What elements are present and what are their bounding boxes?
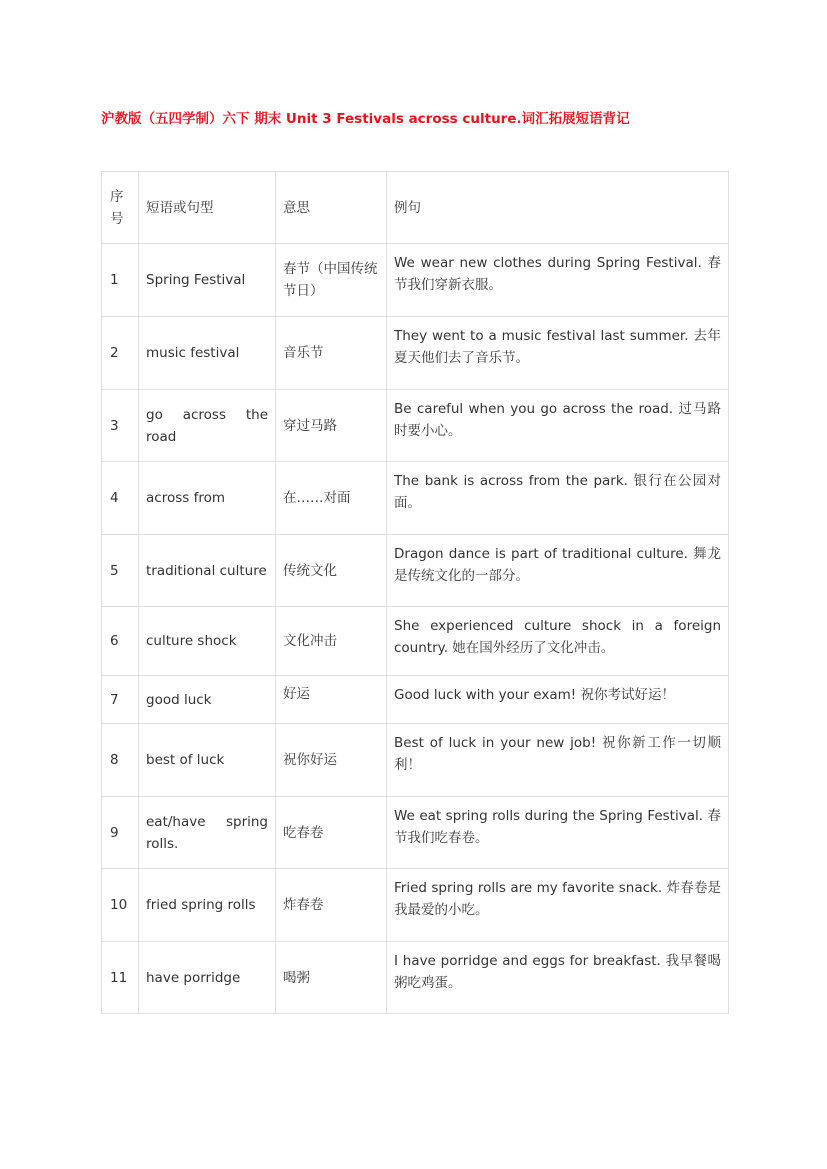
row-num: 3 [102, 390, 139, 462]
row-example: Be careful when you go across the road. 过马路时要小心。 [387, 390, 729, 462]
row-meaning: 文化冲击 [276, 607, 387, 676]
row-phrase: across from [139, 462, 276, 535]
table-row [102, 607, 729, 676]
row-num: 9 [102, 797, 139, 869]
table-row [102, 244, 729, 317]
page-title: 沪教版（五四学制）六下 期末 Unit 3 Festivals across culture.词汇拓展短语背记 [101, 111, 630, 127]
row-example: The bank is across from the park. 银行在公园对面。 [387, 462, 729, 535]
row-phrase: good luck [139, 676, 276, 724]
header-meaning: 意思 [276, 172, 387, 244]
table-row [102, 942, 729, 1014]
table-row [102, 724, 729, 797]
table-row [102, 676, 729, 724]
row-example: We eat spring rolls during the Spring Festival. 春节我们吃春卷。 [387, 797, 729, 869]
row-num: 8 [102, 724, 139, 797]
row-num: 1 [102, 244, 139, 317]
row-example: She experienced culture shock in a foreign country. 她在国外经历了文化冲击。 [387, 607, 729, 676]
table-row [102, 317, 729, 390]
row-num: 4 [102, 462, 139, 535]
row-phrase: traditional culture [139, 535, 276, 607]
row-example: Dragon dance is part of traditional culture. 舞龙是传统文化的一部分。 [387, 535, 729, 607]
row-meaning: 好运 [276, 676, 387, 724]
row-example: Good luck with your exam! 祝你考试好运！ [387, 676, 729, 724]
row-meaning: 音乐节 [276, 317, 387, 390]
header-example: 例句 [387, 172, 729, 244]
row-phrase: music festival [139, 317, 276, 390]
row-num: 6 [102, 607, 139, 676]
row-meaning: 炸春卷 [276, 869, 387, 942]
row-example: We wear new clothes during Spring Festival. 春节我们穿新衣服。 [387, 244, 729, 317]
table-header-row [102, 172, 729, 244]
row-num: 7 [102, 676, 139, 724]
row-meaning: 祝你好运 [276, 724, 387, 797]
row-phrase: best of luck [139, 724, 276, 797]
row-meaning: 喝粥 [276, 942, 387, 1014]
row-meaning: 穿过马路 [276, 390, 387, 462]
table-row [102, 462, 729, 535]
row-num: 2 [102, 317, 139, 390]
row-phrase: eat/have spring rolls. [139, 797, 276, 869]
row-example: I have porridge and eggs for breakfast. 我早餐喝粥吃鸡蛋。 [387, 942, 729, 1014]
row-phrase: Spring Festival [139, 244, 276, 317]
row-phrase: culture shock [139, 607, 276, 676]
row-phrase: go across the road [139, 390, 276, 462]
header-phrase: 短语或句型 [139, 172, 276, 244]
row-example: They went to a music festival last summer. 去年夏天他们去了音乐节。 [387, 317, 729, 390]
row-example: Fried spring rolls are my favorite snack. 炸春卷是我最爱的小吃。 [387, 869, 729, 942]
row-meaning: 春节（中国传统节日） [276, 244, 387, 317]
row-phrase: have porridge [139, 942, 276, 1014]
row-example: Best of luck in your new job! 祝你新工作一切顺利！ [387, 724, 729, 797]
header-num: 序号 [102, 172, 139, 244]
table-row [102, 797, 729, 869]
table-row [102, 869, 729, 942]
row-phrase: fried spring rolls [139, 869, 276, 942]
vocabulary-table [101, 171, 729, 1014]
row-meaning: 传统文化 [276, 535, 387, 607]
row-meaning: 吃春卷 [276, 797, 387, 869]
row-num: 10 [102, 869, 139, 942]
row-meaning: 在……对面 [276, 462, 387, 535]
row-num: 11 [102, 942, 139, 1014]
table-row [102, 390, 729, 462]
row-num: 5 [102, 535, 139, 607]
table-row [102, 535, 729, 607]
